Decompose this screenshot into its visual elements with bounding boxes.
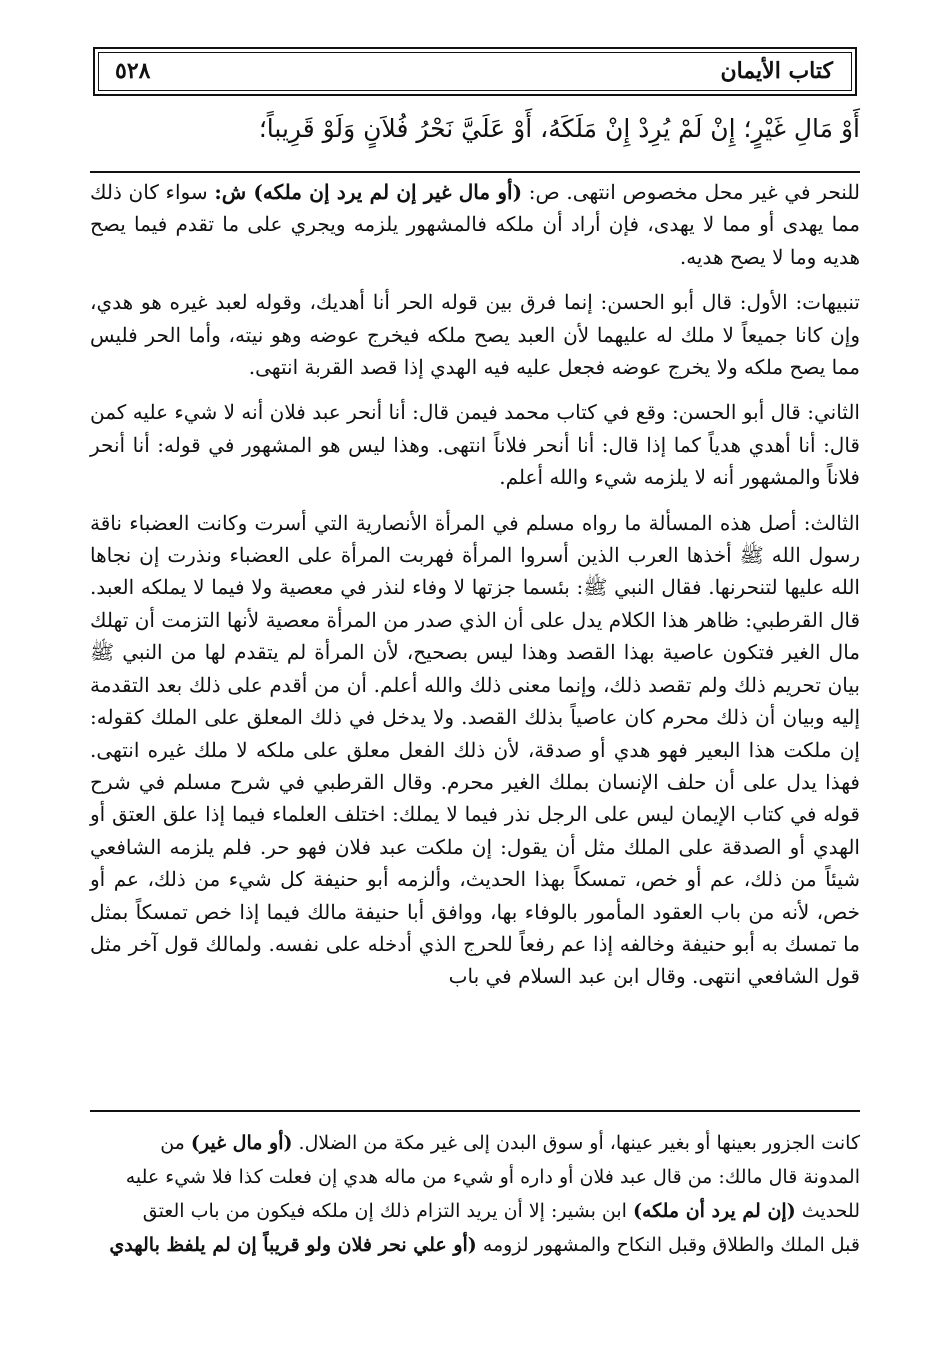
footnote-quote: (إن لم يرد أن ملكه) [632,1200,796,1222]
footnote-separator [90,1110,860,1112]
matn-separator [90,171,860,173]
paragraph-first-note: تنبيهات: الأول: قال أبو الحسن: إنما فرق بين قوله الحر أنا أهديك، وقوله لعبد غيره هو هدي، وإن كانا جميعاً لا ملك له عليهما لأن العبد يصح ملكه فيخرج عوضه وهو نيته، وأما الحر فليس مما يصح ملكه ولا يخرج عوضه فجعل عليه فيه الهدي إذا قصد القربة انتهى. [90,290,860,380]
footnote-line [90,1194,860,1228]
footnote-text: كانت الجزور بعينها أو بغير عينها، أو سوق البدن إلى غير مكة من الضلال. [292,1132,860,1154]
footnote-text: من [160,1132,191,1154]
commentary-body [90,176,860,1006]
footnote-quote: (أو مال غير) [190,1132,293,1154]
footnotes [90,1126,860,1262]
quoted-matn: (أو مال غير إن لم يرد إن ملكه) ش: [214,180,523,204]
matn-text: أَوْ مَالِ غَيْرٍ؛ إِنْ لَمْ يُرِدْ إِنْ مَلَكَهُ، أَوْ عَلَيَّ نَحْرُ فُلاَنٍ وَلَوْ قَرِيباً؛ [258,114,860,143]
footnote-text: ابن بشير: إلا أن يريد التزام ذلك إن ملكه فيكون من باب العتق [142,1200,633,1222]
footnote-line [90,1126,860,1160]
footnote-quote: (أو علي نحر فلان ولو قريباً إن لم يلفظ بالهدي [109,1234,477,1256]
paragraph-second-note: الثاني: قال أبو الحسن: وقع في كتاب محمد فيمن قال: أنا أنحر عبد فلان أنه لا شيء عليه كمن قال: أنا أهدي هدياً كما إذا قال: أنا أنحر فلاناً انتهى. وهذا ليس هو المشهور في قوله: أنا أنحر فلاناً والمشهور أنه لا يلزمه شيء والله أعلم. [90,400,860,490]
chapter-title: كتاب الأيمان [720,58,833,84]
paragraph-intro [90,176,860,273]
paragraph-third-note: الثالث: أصل هذه المسألة ما رواه مسلم في المرأة الأنصارية التي أسرت وكانت العضباء ناقة رسول الله ﷺ أخذها العرب الذين أسروا المرأة فهربت المرأة على العضباء ونذرت إن نجاها الله عليها لتنحرنها. فقال النبي ﷺ: بئسما جزتها لا وفاء لنذر في معصية ولا فيما لا يملكه العبد. قال القرطبي: ظاهر هذا الكلام يدل على أن الذي صدر من المرأة معصية لأنها التزمت أن تهلك مال الغير فتكون عاصية بهذا القصد وهذا ليس بصحيح، لأن المرأة لم يتقدم لها من النبي ﷺ بيان تحريم ذلك ولم تقصد ذلك، وإنما معنى ذلك والله أعلم. أن من أقدم على ذلك بعد التقدمة إليه وبيان أن ذلك محرم كان عاصياً بذلك القصد. ولا يدخل في ذلك المعلق على الملك كقوله: إن ملكت هذا البعير فهو هدي أو صدقة، لأن ذلك الفعل معلق على ملكه لا ملك غيره انتهى. فهذا يدل على أن حلف الإنسان بملك الغير محرم. وقال القرطبي في شرح مسلم في شرح قوله في كتاب الإيمان ليس على الرجل نذر فيما لا يملك: اختلف العلماء فيما إذا علق العتق أو الهدي أو الصدقة على الملك مثل أن يقول: إن ملكت عبد فلان فهو حر. فلم يلزمه الشافعي شيئاً من ذلك، عم أو خص، تمسكاً بهذا الحديث، وألزمه أبو حنيفة كل شيء من ذلك، عم أو خص، لأنه من باب العقود المأمور بالوفاء بها، ووافق أبا حنيفة مالك فيما إذا خص تمسكاً بمثل ما تمسك به أبو حنيفة وخالفه إذا عم رفعاً للحرج الذي أدخله على نفسه. ولمالك قول آخر مثل قول الشافعي انتهى. وقال ابن عبد السلام في باب [90,510,861,989]
footnote-line [90,1228,860,1262]
footnote-text: قبل الملك والطلاق وقبل النكاح والمشهور لزومه [476,1234,860,1256]
footnote-text: للحديث [795,1200,860,1222]
footnote-line [90,1160,860,1194]
paragraph-text: سواء كان ذلك مما يهدى أو مما لا يهدى، فإن أراد أن ملكه فالمشهور يلزمه ويجري على ما تقدم فيما يصح هديه وما لا يصح هديه. [90,180,860,269]
running-header [93,47,857,96]
footnote-text: المدونة قال مالك: من قال عبد فلان أو داره أو شيء من ماله هدي إن فعلت كذا فلا شيء عليه [125,1166,860,1188]
page-number: ٥٢٨ [115,58,151,84]
paragraph-text: للنحر في غير محل مخصوص انتهى. ص: [522,180,861,204]
